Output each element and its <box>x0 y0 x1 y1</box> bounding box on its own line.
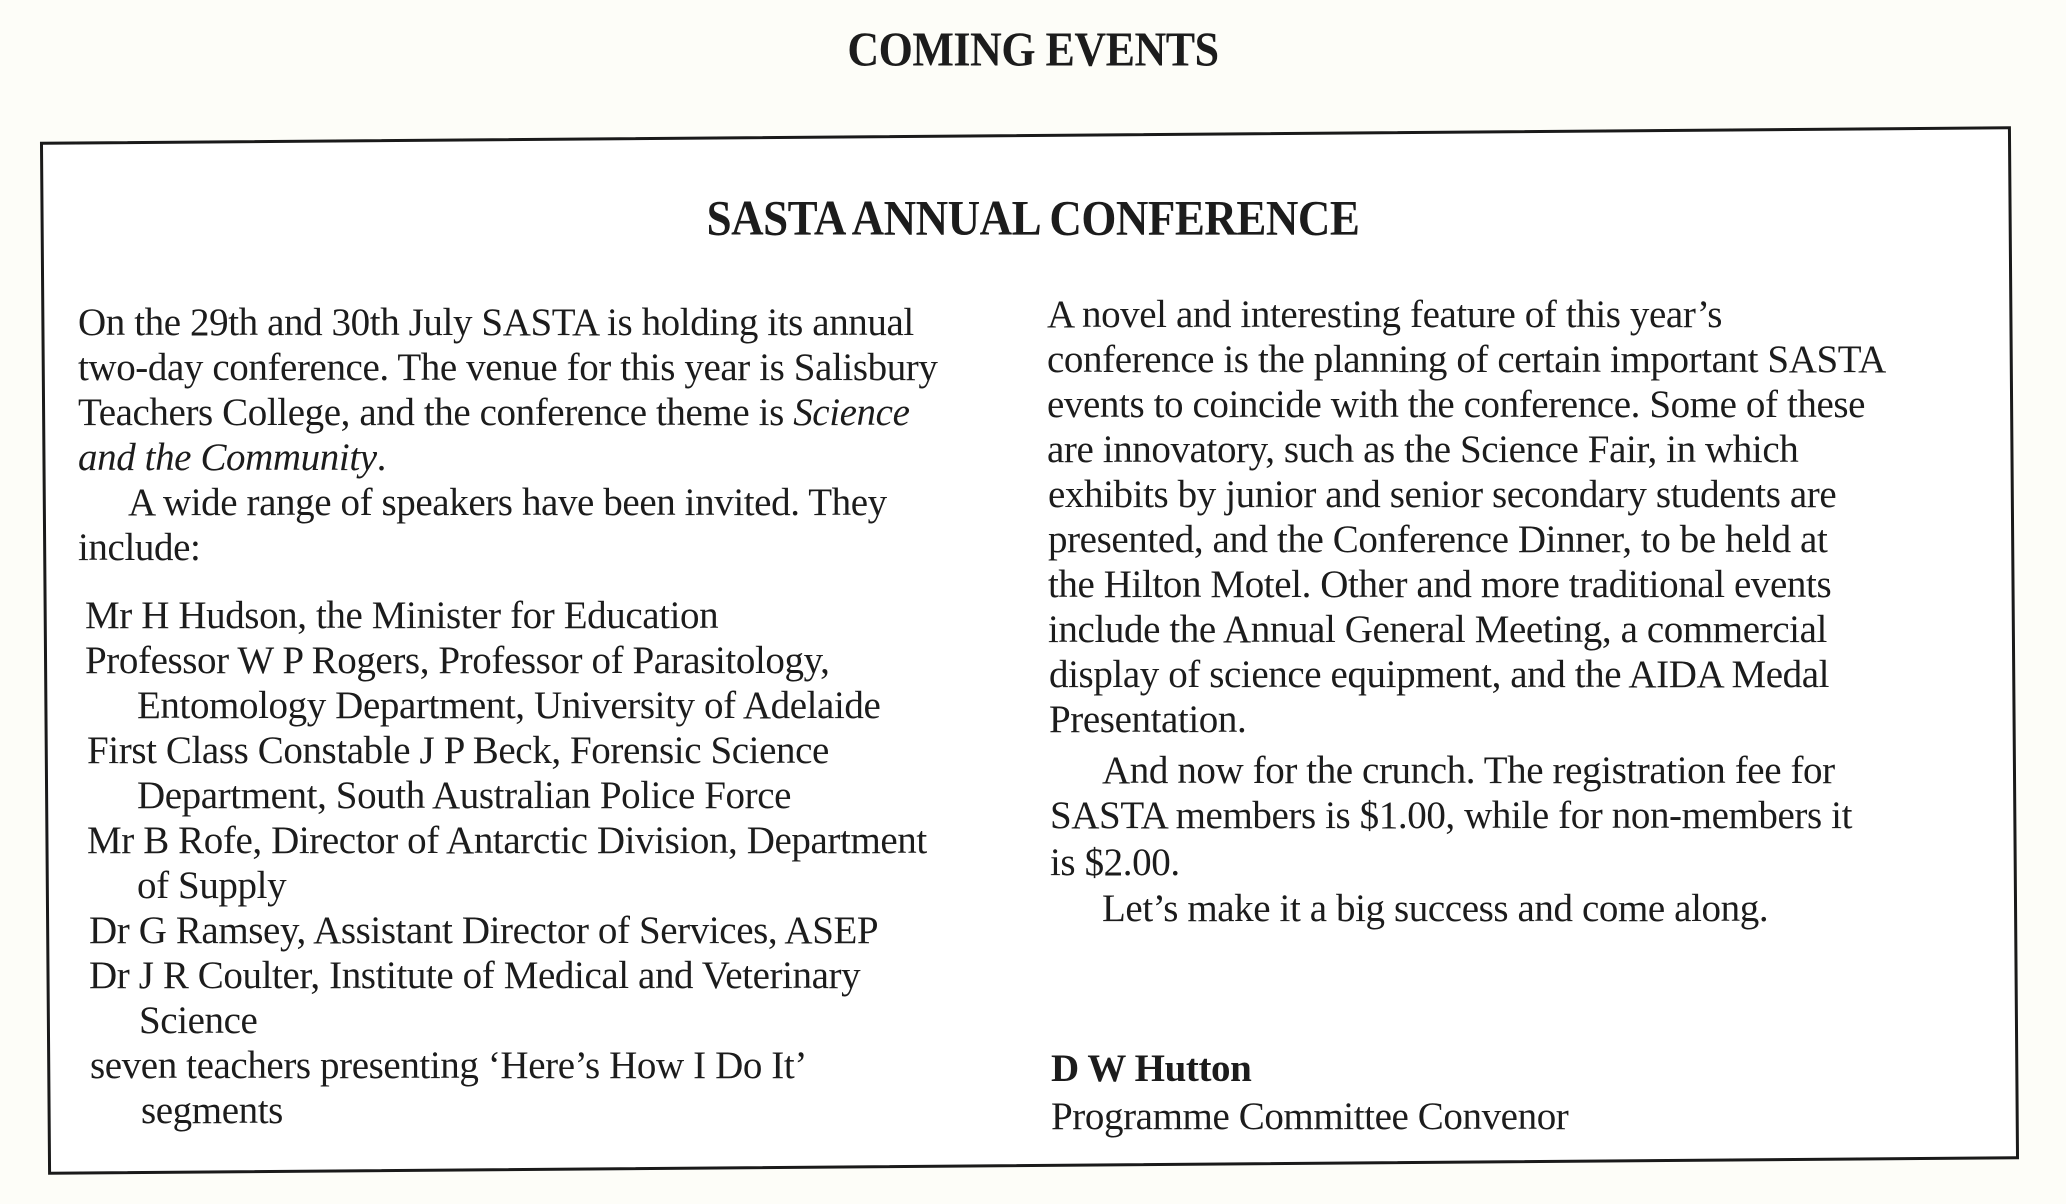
signature-name: D W Hutton <box>1051 1047 1252 1090</box>
speaker-item: First Class Constable J P Beck, Forensic Science <box>87 729 829 772</box>
intro-line-text: Teachers College, and the conference theme is <box>78 391 784 434</box>
body-line: exhibits by junior and senior secondary students are <box>1048 473 1837 516</box>
speaker-item: Dr J R Coulter, Institute of Medical and Veterinary <box>89 954 861 997</box>
page-title: COMING EVENTS <box>847 22 1219 77</box>
body-line: are innovatory, such as the Science Fair, in which <box>1047 428 1799 471</box>
body-line: SASTA members is $1.00, while for non-members it <box>1050 794 1853 837</box>
body-line: A novel and interesting feature of this year’s <box>1047 293 1723 336</box>
body-line: Presentation. <box>1049 698 1247 741</box>
intro-line: On the 29th and 30th July SASTA is holding its annual <box>78 301 914 344</box>
speaker-item-continuation: of Supply <box>137 864 287 907</box>
speaker-item-continuation: segments <box>141 1089 283 1132</box>
conference-theme-part: and the Community <box>78 436 377 479</box>
article-heading: SASTA ANNUAL CONFERENCE <box>706 190 1360 246</box>
body-line: is $2.00. <box>1050 841 1180 884</box>
speaker-item: seven teachers presenting ‘Here’s How I Do It’ <box>90 1044 807 1087</box>
body-line: include the Annual General Meeting, a commercial <box>1048 608 1827 651</box>
body-line: display of science equipment, and the AIDA Medal <box>1049 653 1830 696</box>
signature-role: Programme Committee Convenor <box>1051 1095 1569 1138</box>
speaker-item-continuation: Department, South Australian Police Force <box>137 774 792 817</box>
body-line: Let’s make it a big success and come along. <box>1102 887 1769 930</box>
body-line: conference is the planning of certain important SASTA <box>1047 338 1886 381</box>
intro-line: A wide range of speakers have been invited. They <box>128 481 887 524</box>
speaker-item: Professor W P Rogers, Professor of Parasitology, <box>85 639 830 682</box>
speaker-item-continuation: Science <box>139 999 258 1042</box>
period: . <box>376 436 387 479</box>
body-line: And now for the crunch. The registration fee for <box>1102 749 1835 792</box>
conference-theme-part: Science <box>793 391 910 434</box>
intro-line <box>78 390 909 435</box>
intro-line: include: <box>78 526 201 569</box>
intro-line <box>78 435 386 480</box>
speaker-item: Mr H Hudson, the Minister for Education <box>85 594 719 637</box>
body-line: events to coincide with the conference. Some of these <box>1047 383 1866 426</box>
body-line: presented, and the Conference Dinner, to be held at <box>1048 518 1828 561</box>
body-line: the Hilton Motel. Other and more traditional events <box>1048 563 1832 606</box>
speaker-item: Mr B Rofe, Director of Antarctic Division, Department <box>87 819 927 862</box>
intro-line: two-day conference. The venue for this year is Salisbury <box>78 346 938 389</box>
speaker-item: Dr G Ramsey, Assistant Director of Services, ASEP <box>89 909 879 952</box>
speaker-item-continuation: Entomology Department, University of Adelaide <box>137 684 881 727</box>
